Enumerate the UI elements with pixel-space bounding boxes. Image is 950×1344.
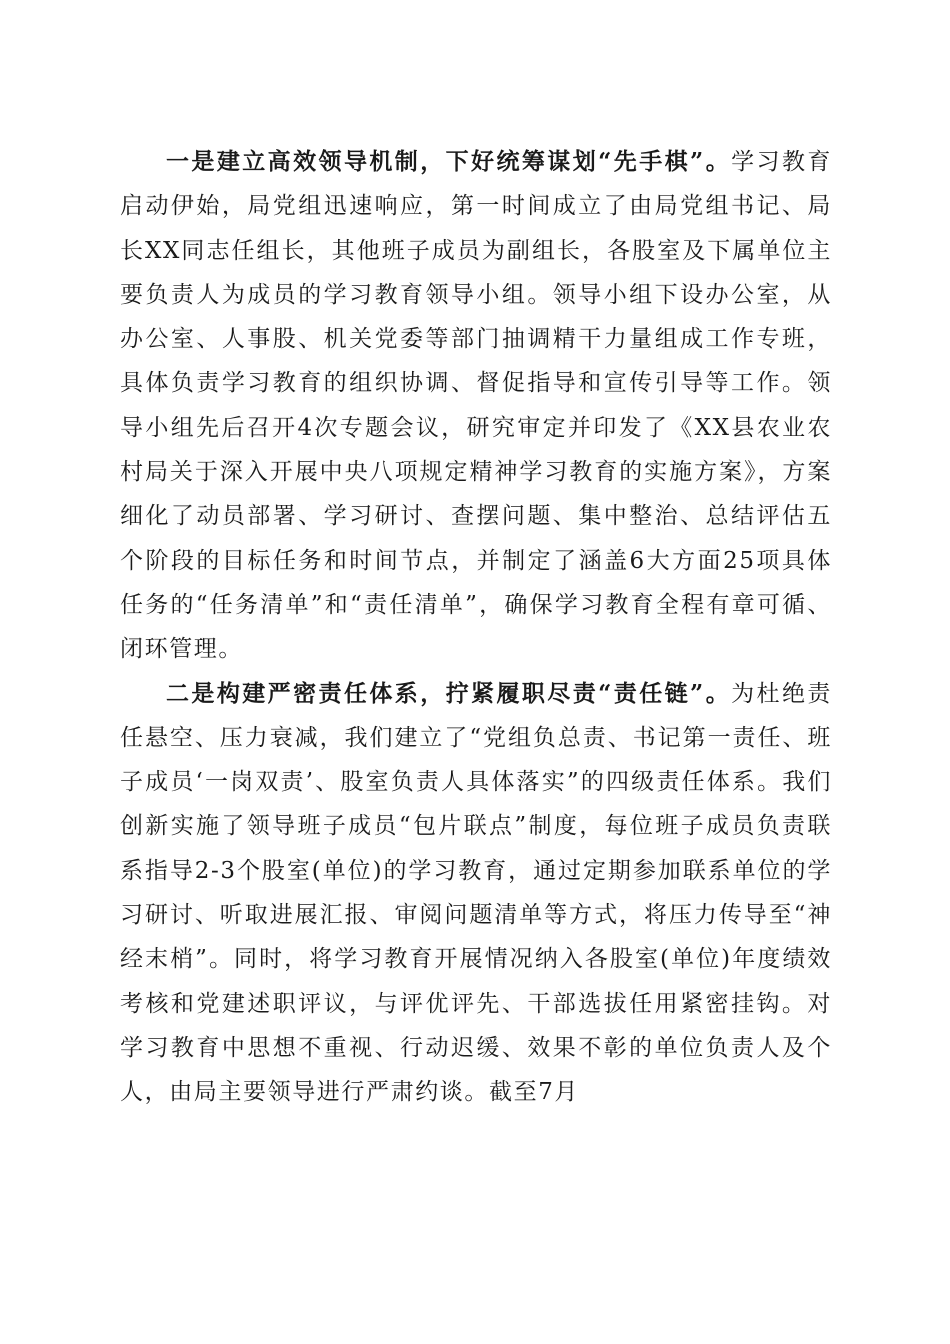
paragraph-1 [120,140,832,672]
document-body [120,140,832,1115]
paragraph-2 [120,672,832,1115]
paragraph-1-body: 学习教育启动伊始，局党组迅速响应，第一时间成立了由局党组书记、局长XX同志任组长，其他班子成员为副组长，各股室及下属单位主要负责人为成员的学习教育领导小组。领导小组下设办公室，从办公室、人事股、机关党委等部门抽调精干力量组成工作专班，具体负责学习教育的组织协调、督促指导和宣传引导等工作。领导小组先后召开4次专题会议，研究审定并印发了《XX县农业农村局关于深入开展中央八项规定精神学习教育的实施方案》，方案细化了动员部署、学习研讨、查摆问题、集中整治、总结评估五个阶段的目标任务和时间节点，并制定了涵盖6大方面25项具体任务的“任务清单”和“责任清单”，确保学习教育全程有章可循、闭环管理。 [120,149,833,663]
paragraph-1-lead: 一是建立高效领导机制，下好统筹谋划“先手棋”。 [166,148,732,175]
paragraph-2-body: 为杜绝责任悬空、压力衰减，我们建立了“党组负总责、书记第一责任、班子成员‘一岗双责’、股室负责人具体落实”的四级责任体系。我们创新实施了领导班子成员“包片联点”制度，每位班子成员负责联系指导2-3个股室(单位)的学习教育，通过定期参加联系单位的学习研讨、听取进展汇报、审阅问题清单等方式，将压力传导至“神经末梢”。同时，将学习教育开展情况纳入各股室(单位)年度绩效考核和党建述职评议，与评优评先、干部选拔任用紧密挂钩。对学习教育中思想不重视、行动迟缓、效果不彰的单位负责人及个人，由局主要领导进行严肃约谈。截至7月 [120,680,833,1106]
paragraph-2-lead: 二是构建严密责任体系，拧紧履职尽责“责任链”。 [166,679,732,707]
